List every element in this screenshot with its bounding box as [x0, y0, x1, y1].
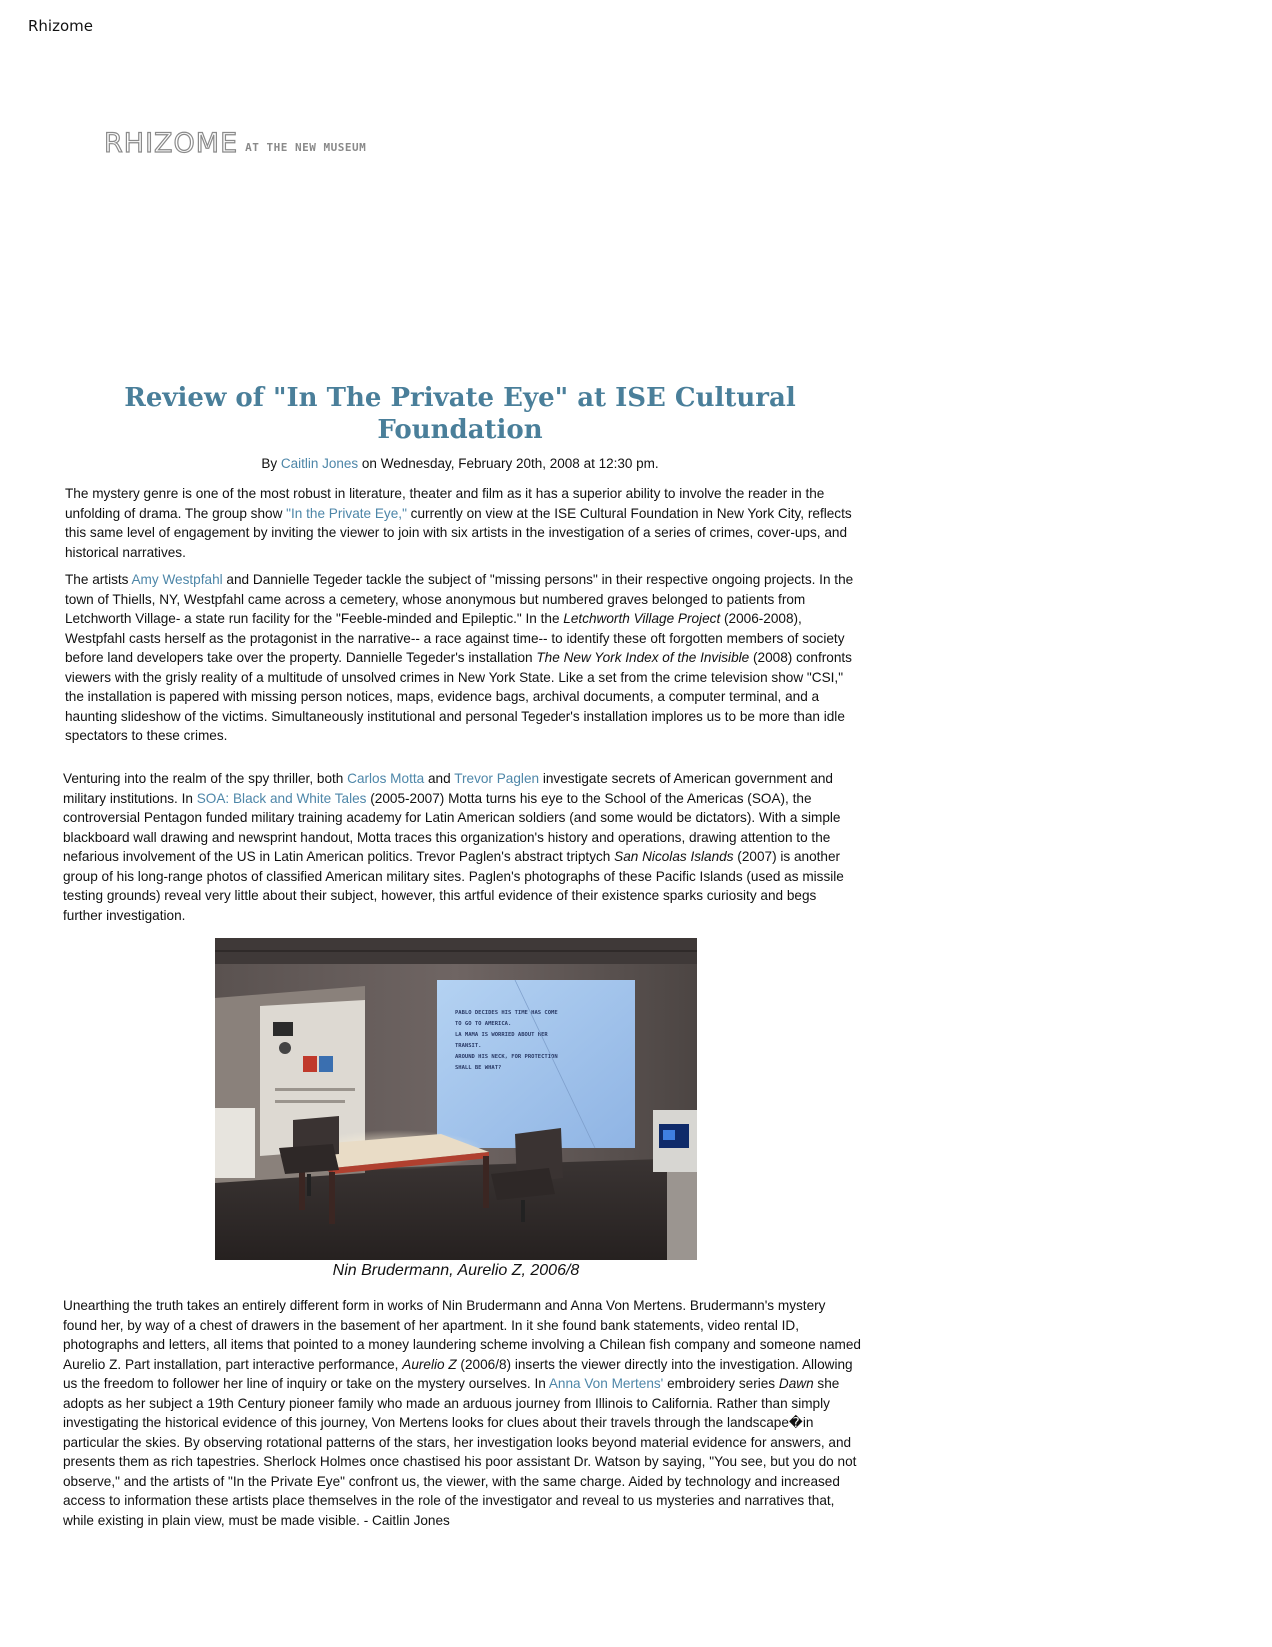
- site-name: Rhizome: [28, 17, 93, 35]
- logo-wordmark: RHIZOME: [104, 128, 239, 159]
- show-link[interactable]: "In the Private Eye,": [286, 505, 407, 521]
- trevor-paglen-link[interactable]: Trevor Paglen: [454, 771, 540, 786]
- work-title: Letchworth Village Project: [563, 611, 721, 626]
- text: (2006-2008), Westpfahl casts herself as the protagonist in the narrative-- a race against time-- to identify these oft forgotten members of society before land developers take over the property. Dannielle Tegeder's installation: [65, 611, 845, 665]
- anna-von-mertens-link[interactable]: Anna Von Mertens': [548, 1376, 664, 1391]
- photo-caption: Nin Brudermann, Aurelio Z, 2006/8: [332, 1262, 580, 1279]
- text: (2005-2007) Motta turns his eye to the School of the Americas (SOA), the controversial Pentagon funded military training academy for Latin American soldiers (and some would be dictators). With a simple blackboard wall drawing and newsprint handout, Motta traces this organization's history and operations, drawing attention to the nefarious involvement of the US in Latin American politics. Trevor Paglen's abstract triptych: [63, 790, 841, 864]
- installation-photo-drawing: [215, 938, 697, 1260]
- logo-subtitle: AT THE NEW MUSEUM: [245, 141, 367, 154]
- article-title: Review of "In The Private Eye" at ISE Cultural Foundation: [124, 383, 796, 445]
- projection-line: LA MAMA IS WORRIED ABOUT HER: [455, 1032, 548, 1038]
- projection-line: TRANSIT.: [455, 1043, 482, 1049]
- byline-prefix: By: [261, 456, 281, 471]
- text: (2007) is another group of his long-range photos of classified American military sites. Paglen's photographs of these Pacific Islands (used as missile testing grounds) reveal very little about their subject, however, this artful evidence of their existence sparks curiosity and begs further investigation.: [63, 849, 844, 923]
- paragraph-intro: [65, 484, 860, 562]
- installation-photo: [215, 938, 697, 1260]
- text: (2008) confronts viewers with the grisly reality of a multitude of unsolved crimes in New York State. Like a set from the crime television show "CSI," the installation is papered with missing person notices, maps, evidence bags, archival documents, a computer terminal, and a haunting slideshow of the victims. Simultaneously institutional and personal Tegeder's installation implores us to be more than idle spectators to these crimes.: [65, 650, 852, 743]
- text: she adopts as her subject a 19th Century pioneer family who made an arduous journey from Illinois to California. Rather than simply investigating the historical evidence of this journey, Von Mertens looks for clues about their travels through the landscape�in particular the skies. By observing rotational patterns of the stars, her investigation looks beyond material evidence for answers, and presents them as rich tapestries. Sherlock Holmes once chastised his poor assistant Dr. Watson by saying, "You see, but you do not observe," and the artists of "In the Private Eye" confront us, the viewer, with the same charge. Aided by technology and increased access to information these artists place themselves in the role of the investigator and reveal to us mysteries and narratives that, while existing in plain view, must be made visible. - Caitlin Jones: [63, 1376, 857, 1528]
- carlos-motta-link[interactable]: Carlos Motta: [347, 771, 425, 786]
- work-title: Aurelio Z: [402, 1356, 457, 1372]
- text: and: [424, 771, 455, 786]
- text: Venturing into the realm of the spy thriller, both: [63, 771, 348, 786]
- text: currently on view at the ISE Cultural Foundation in New York City, reflects this same level of engagement by inviting the viewer to join with six artists in the investigation of a series of crimes, cover-ups, and historical narratives.: [65, 505, 852, 560]
- projection-line: PABLO DECIDES HIS TIME HAS COME: [455, 1010, 558, 1016]
- byline: [60, 456, 860, 471]
- rhizome-logo[interactable]: [104, 130, 366, 157]
- text: embroidery series: [663, 1376, 779, 1391]
- soa-link[interactable]: SOA: Black and White Tales: [196, 790, 367, 806]
- work-title: San Nicolas Islands: [614, 849, 734, 864]
- text: and Dannielle Tegeder tackle the subject of "missing persons" in their respective ongoing projects. In the town of Thiells, NY, Westpfahl came across a cemetery, whose anonymous but numbered graves belonged to patients from Letchworth Village- a state run facility for the "Feeble-minded and Epileptic." In the: [65, 572, 854, 626]
- work-title: Dawn: [778, 1376, 814, 1391]
- projection-line: AROUND HIS NECK, FOR PROTECTION: [455, 1054, 558, 1060]
- text: Unearthing the truth takes an entirely different form in works of Nin Brudermann and Anna Von Mertens. Brudermann's mystery found her, by way of a chest of drawers in the basement of her apartment. In it she found bank statements, video rental ID, photographs and letters, all items that pointed to a money laundering scheme involving a Chilean fish company and someone named Aurelio Z. Part installation, part interactive performance,: [63, 1298, 861, 1372]
- text: The artists: [65, 572, 132, 587]
- projection-line: SHALL BE WHAT?: [455, 1065, 502, 1071]
- text: The mystery genre is one of the most robust in literature, theater and film as it has a superior ability to involve the reader in the unfolding of drama. The group show: [65, 486, 825, 521]
- byline-date: on Wednesday, February 20th, 2008 at 12:30 pm.: [358, 456, 659, 471]
- projection-line: TO GO TO AMERICA.: [455, 1021, 512, 1027]
- author-link[interactable]: Caitlin Jones: [280, 456, 359, 471]
- paragraph-missing-persons: [65, 570, 860, 746]
- amy-westpfahl-link[interactable]: Amy Westpfahl: [131, 572, 223, 587]
- paragraph-brudermann-vonmertens: [63, 1296, 863, 1530]
- paragraph-spy-thriller: [63, 769, 858, 925]
- text: (2006/8) inserts the viewer directly into the investigation. Allowing us the freedom to follower her line of inquiry or take on the mystery ourselves. In: [63, 1356, 853, 1391]
- work-title: The New York Index of the Invisible: [536, 650, 750, 665]
- text: investigate secrets of American government and military institutions. In: [63, 771, 833, 806]
